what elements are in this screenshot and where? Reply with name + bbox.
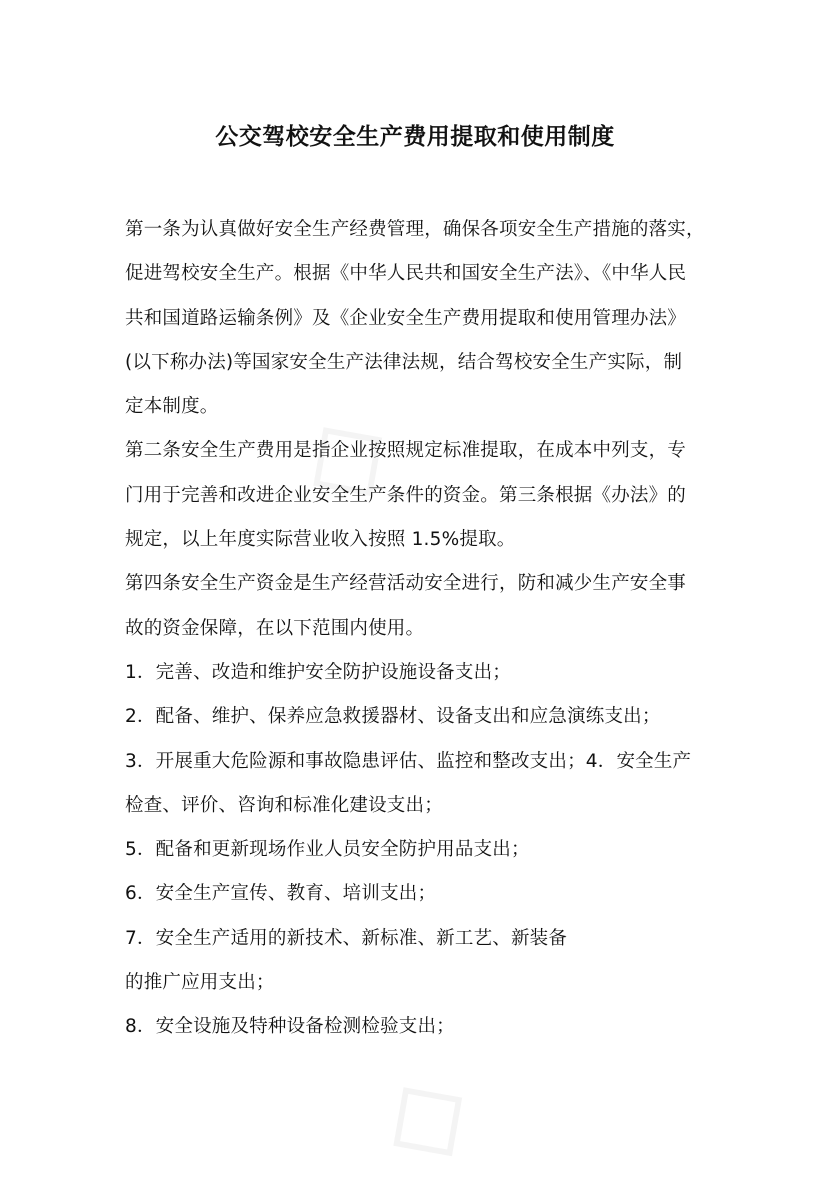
body-line: 规定，以上年度实际营业收入按照 1.5%提取。 (125, 529, 516, 551)
document-title: 公交驾校安全生产费用提取和使用制度 (215, 124, 615, 150)
list-item-5: 5．配备和更新现场作业人员安全防护用品支出； (125, 839, 530, 861)
body-line: 第一条为认真做好安全生产经费管理，确保各项安全生产措施的落实， (125, 219, 705, 240)
body-line: 促进驾校安全生产。根据《中华人民共和国安全生产法》、《中华人民 (125, 263, 687, 285)
body-line: 第二条安全生产费用是指企业按照规定标准提取，在成本中列支，专 (125, 440, 687, 462)
body-line: 共和国道路运输条例》及《企业安全生产费用提取和使用管理办法》 (125, 307, 687, 329)
list-item-3: 3．开展重大危险源和事故隐患评估、监控和整改支出；4．安全生产 (125, 750, 692, 772)
list-item-7: 7．安全生产适用的新技术、新标准、新工艺、新装备 (125, 927, 568, 949)
body-line: 定本制度。 (125, 396, 219, 418)
list-item-4: 检查、评价、咨询和标准化建设支出； (125, 794, 443, 816)
list-item-8: 8．安全设施及特种设备检测检验支出； (125, 1016, 455, 1038)
watermark: ◇ (270, 377, 414, 531)
watermark: ◇ (350, 1037, 494, 1191)
body-line: 门用于完善和改进企业安全生产条件的资金。第三条根据《办法》的 (125, 484, 687, 506)
body-line: 第四条安全生产资金是生产经营活动安全进行，防和减少生产安全事 (125, 573, 687, 595)
list-item-6: 6．安全生产宣传、教育、培训支出； (125, 883, 437, 905)
list-item-2: 2．配备、维护、保养应急救援器材、设备支出和应急演练支出； (125, 706, 661, 728)
body-line: 故的资金保障，在以下范围内使用。 (125, 617, 425, 639)
document-body (125, 208, 715, 1050)
list-item-1: 1．完善、改造和维护安全防护设施设备支出； (125, 661, 511, 683)
list-item-7-cont: 的推广应用支出； (125, 972, 275, 994)
body-line: (以下称办法)等国家安全生产法律法规，结合驾校安全生产实际，制 (125, 351, 683, 373)
